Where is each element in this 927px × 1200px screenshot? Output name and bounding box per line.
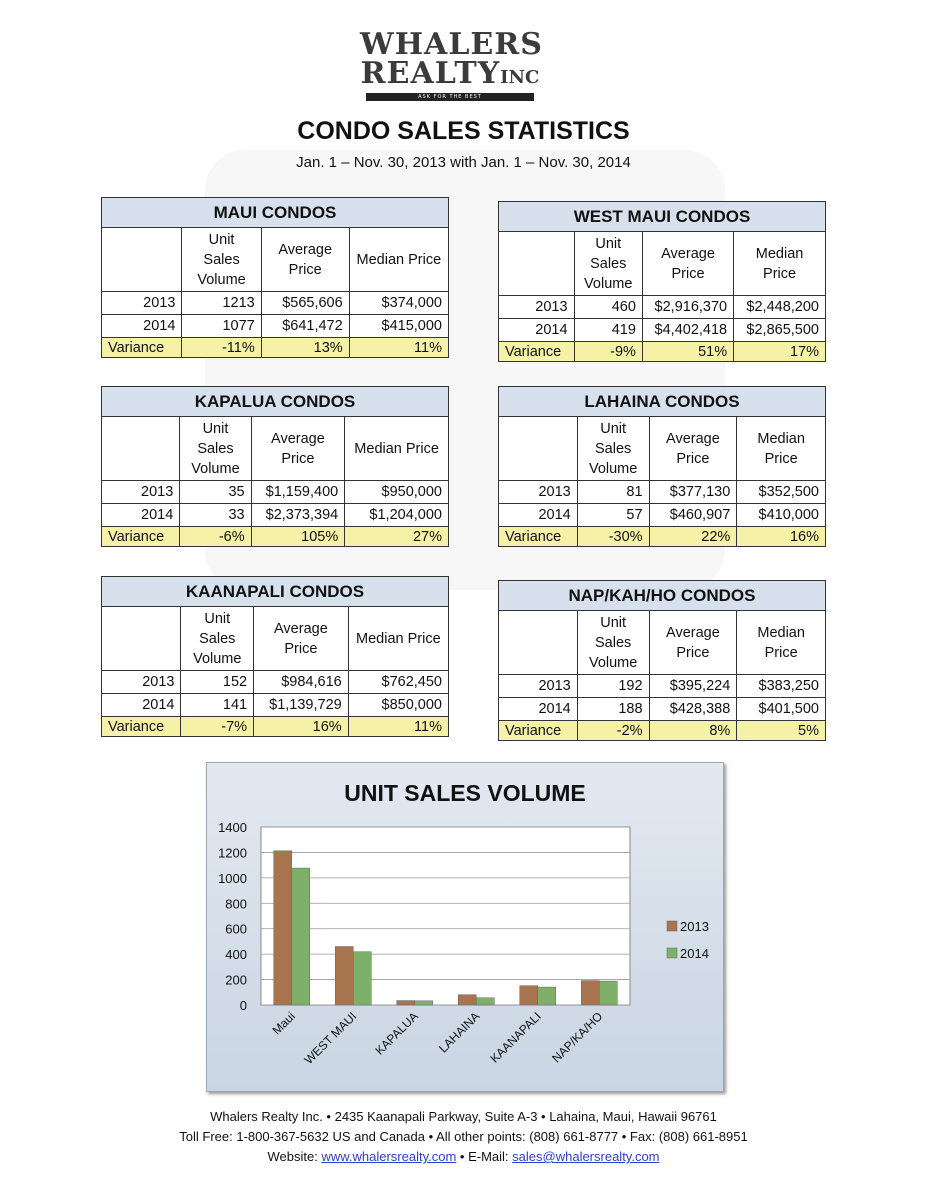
legend-label: 2014 (680, 946, 709, 961)
unit-sales-cell: 1213 (182, 292, 261, 315)
variance-average-price: 105% (251, 527, 345, 547)
col-average-price: Average Price (251, 417, 345, 481)
bar-2013 (520, 986, 538, 1005)
col-unit-sales: Unit Sales Volume (182, 228, 261, 292)
variance-label: Variance (102, 527, 180, 547)
average-price-cell: $565,606 (261, 292, 349, 315)
col-median-price: Median Price (737, 417, 826, 481)
average-price-cell: $460,907 (649, 504, 737, 527)
plot-area (261, 827, 630, 1005)
table-kaanapali (101, 576, 449, 737)
y-tick-label: 800 (225, 896, 247, 912)
table-title: LAHAINA CONDOS (499, 387, 826, 417)
col-unit-sales: Unit Sales Volume (180, 417, 251, 481)
variance-average-price: 16% (254, 717, 349, 737)
median-price-cell: $415,000 (349, 315, 448, 338)
y-tick-label: 0 (239, 998, 247, 1013)
col-average-price: Average Price (642, 232, 733, 296)
bar-2014 (476, 998, 494, 1005)
website-label: Website: (267, 1149, 318, 1164)
col-median-price: Median Price (349, 228, 448, 292)
unit-sales-cell: 460 (574, 296, 642, 319)
bar-2013 (274, 851, 292, 1005)
email-label: • E-Mail: (459, 1149, 509, 1164)
variance-median-price: 16% (737, 527, 826, 547)
average-price-cell: $641,472 (261, 315, 349, 338)
year-cell: 2013 (102, 292, 182, 315)
variance-average-price: 13% (261, 338, 349, 358)
logo-tagline: ASK FOR THE BEST (366, 93, 534, 101)
col-median-price: Median Price (734, 232, 826, 296)
bar-2013 (458, 995, 476, 1005)
variance-unit-sales: -6% (180, 527, 251, 547)
average-price-cell: $4,402,418 (642, 319, 733, 342)
corner-cell (102, 228, 182, 292)
unit-sales-cell: 57 (577, 504, 649, 527)
average-price-cell: $1,159,400 (251, 481, 345, 504)
year-cell: 2014 (102, 315, 182, 338)
corner-cell (499, 417, 578, 481)
col-unit-sales: Unit Sales Volume (577, 611, 649, 675)
corner-cell (102, 607, 181, 671)
col-median-price: Median Price (345, 417, 449, 481)
median-price-cell: $950,000 (345, 481, 449, 504)
year-cell: 2013 (499, 675, 578, 698)
table-title: KAPALUA CONDOS (102, 387, 449, 417)
logo-realty: REALTY (360, 56, 501, 91)
col-median-price: Median Price (737, 611, 826, 675)
y-tick-label: 400 (225, 947, 247, 963)
table-title: KAANAPALI CONDOS (102, 577, 449, 607)
average-price-cell: $2,373,394 (251, 504, 345, 527)
year-cell: 2014 (499, 698, 578, 721)
footer-address: Whalers Realty Inc. • 2435 Kaanapali Parkway, Suite A-3 • Lahaina, Maui, Hawaii 96761 (210, 1109, 717, 1124)
table-west-maui (498, 201, 826, 362)
table-title: MAUI CONDOS (102, 198, 449, 228)
chart-title: UNIT SALES VOLUME (344, 780, 586, 806)
page-title: CONDO SALES STATISTICS (297, 117, 630, 145)
variance-unit-sales: -7% (181, 717, 254, 737)
average-price-cell: $377,130 (649, 481, 737, 504)
variance-average-price: 8% (649, 721, 737, 741)
variance-label: Variance (499, 721, 578, 741)
year-cell: 2014 (102, 504, 180, 527)
variance-unit-sales: -30% (577, 527, 649, 547)
median-price-cell: $1,204,000 (345, 504, 449, 527)
logo-inc: INC (500, 67, 540, 88)
y-tick-label: 200 (225, 972, 247, 988)
table-nap-kah-ho (498, 580, 826, 741)
legend-swatch (667, 921, 677, 931)
corner-cell (499, 611, 578, 675)
unit-sales-cell: 141 (181, 694, 254, 717)
y-tick-label: 1400 (218, 820, 247, 835)
col-unit-sales: Unit Sales Volume (574, 232, 642, 296)
unit-sales-cell: 188 (577, 698, 649, 721)
median-price-cell: $410,000 (737, 504, 826, 527)
col-median-price: Median Price (348, 607, 448, 671)
variance-unit-sales: -9% (574, 342, 642, 362)
table-title: NAP/KAH/HO CONDOS (499, 581, 826, 611)
y-tick-label: 600 (225, 921, 247, 937)
website-link[interactable]: www.whalersrealty.com (321, 1149, 457, 1164)
x-tick-label: Maui (269, 1009, 298, 1038)
year-cell: 2014 (499, 319, 575, 342)
bar-2014 (538, 987, 556, 1005)
year-cell: 2014 (102, 694, 181, 717)
chart-svg (207, 763, 723, 1091)
company-logo (360, 27, 543, 100)
bar-2014 (292, 868, 310, 1005)
footer-contact (0, 1147, 927, 1167)
median-price-cell: $352,500 (737, 481, 826, 504)
col-average-price: Average Price (254, 607, 349, 671)
col-average-price: Average Price (649, 417, 737, 481)
variance-unit-sales: -11% (182, 338, 261, 358)
unit-sales-cell: 192 (577, 675, 649, 698)
median-price-cell: $850,000 (348, 694, 448, 717)
median-price-cell: $374,000 (349, 292, 448, 315)
unit-sales-cell: 1077 (182, 315, 261, 338)
col-average-price: Average Price (261, 228, 349, 292)
unit-sales-cell: 152 (181, 671, 254, 694)
variance-average-price: 51% (642, 342, 733, 362)
year-cell: 2013 (102, 671, 181, 694)
unit-sales-cell: 33 (180, 504, 251, 527)
average-price-cell: $2,916,370 (642, 296, 733, 319)
variance-average-price: 22% (649, 527, 737, 547)
table-lahaina (498, 386, 826, 547)
x-tick-label: LAHAINA (436, 1009, 483, 1056)
col-unit-sales: Unit Sales Volume (577, 417, 649, 481)
table-title: WEST MAUI CONDOS (499, 202, 826, 232)
legend-label: 2013 (680, 919, 709, 934)
unit-sales-cell: 35 (180, 481, 251, 504)
variance-median-price: 11% (348, 717, 448, 737)
bar-2013 (397, 1001, 415, 1005)
table-maui (101, 197, 449, 358)
median-price-cell: $2,865,500 (734, 319, 826, 342)
year-cell: 2013 (499, 296, 575, 319)
x-tick-label: NAP/KA/HO (549, 1009, 606, 1066)
year-cell: 2013 (499, 481, 578, 504)
median-price-cell: $762,450 (348, 671, 448, 694)
median-price-cell: $2,448,200 (734, 296, 826, 319)
logo-line2 (360, 56, 540, 92)
year-cell: 2014 (499, 504, 578, 527)
bar-2014 (353, 952, 371, 1005)
corner-cell (102, 417, 180, 481)
footer-phones: Toll Free: 1-800-367-5632 US and Canada • All other points: (808) 661-8777 • Fax: (808) 661-8951 (179, 1129, 748, 1144)
average-price-cell: $1,139,729 (254, 694, 349, 717)
x-tick-label: KAPALUA (372, 1009, 421, 1058)
table-kapalua (101, 386, 449, 547)
average-price-cell: $395,224 (649, 675, 737, 698)
variance-unit-sales: -2% (577, 721, 649, 741)
col-average-price: Average Price (649, 611, 737, 675)
y-tick-label: 1200 (218, 845, 247, 861)
variance-label: Variance (102, 338, 182, 358)
variance-label: Variance (499, 342, 575, 362)
variance-median-price: 27% (345, 527, 449, 547)
col-unit-sales: Unit Sales Volume (181, 607, 254, 671)
unit-sales-cell: 419 (574, 319, 642, 342)
variance-label: Variance (499, 527, 578, 547)
bar-2013 (335, 947, 353, 1005)
variance-label: Variance (102, 717, 181, 737)
email-link[interactable]: sales@whalersrealty.com (512, 1149, 660, 1164)
legend-swatch (667, 948, 677, 958)
bar-2014 (599, 981, 617, 1005)
median-price-cell: $383,250 (737, 675, 826, 698)
footer (0, 1107, 927, 1167)
x-tick-label: WEST MAUI (301, 1009, 360, 1068)
variance-median-price: 11% (349, 338, 448, 358)
logo-line1: WHALERS (360, 27, 543, 62)
corner-cell (499, 232, 575, 296)
unit-sales-chart (206, 762, 724, 1092)
bar-2014 (415, 1001, 433, 1005)
variance-median-price: 17% (734, 342, 826, 362)
page-subtitle: Jan. 1 – Nov. 30, 2013 with Jan. 1 – Nov. 30, 2014 (296, 154, 631, 171)
x-tick-label: KAANAPALI (487, 1009, 544, 1066)
variance-median-price: 5% (737, 721, 826, 741)
y-tick-label: 1000 (218, 870, 247, 886)
unit-sales-cell: 81 (577, 481, 649, 504)
average-price-cell: $984,616 (254, 671, 349, 694)
bar-2013 (581, 981, 599, 1005)
average-price-cell: $428,388 (649, 698, 737, 721)
year-cell: 2013 (102, 481, 180, 504)
median-price-cell: $401,500 (737, 698, 826, 721)
